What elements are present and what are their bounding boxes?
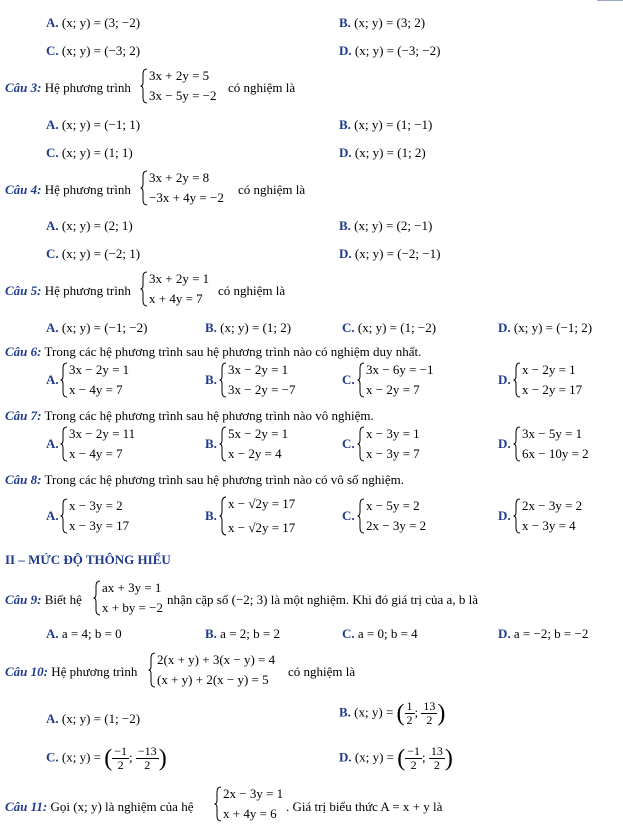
option-b[interactable]: B. (x; y) = (1; 2) [205, 320, 292, 335]
brace-icon [357, 426, 365, 462]
brace-icon [219, 362, 227, 398]
question-5-stem: Câu 5: Hệ phương trình [5, 283, 131, 298]
option-b-system[interactable]: 5x − 2y = 1 x − 2y = 4 [219, 426, 288, 462]
option-b-label[interactable]: B. [205, 372, 217, 387]
option-b-label[interactable]: B. [205, 436, 217, 451]
equation-system: 3x + 2y = 1 x + 4y = 7 [140, 271, 209, 307]
option-d-label[interactable]: D. [498, 436, 511, 451]
option-c[interactable]: C. (x; y) = ( $\frac{-1}{2}$ ; $\frac{-13}{2}$ ) [46, 744, 167, 772]
question-9-tail: nhận cặp số (−2; 3) là một nghiệm. Khi đó giá trị của a, b là [167, 592, 478, 607]
option-d-system[interactable]: x − 2y = 1 x − 2y = 17 [513, 362, 582, 398]
option-d[interactable]: D. a = −2; b = −2 [498, 626, 589, 641]
question-11-tail: . Giá trị biểu thức A = x + y là [286, 799, 443, 814]
brace-icon [513, 362, 521, 398]
option-c[interactable]: C. (x; y) = (−2; 1) [46, 246, 141, 261]
option-c-system[interactable]: x − 3y = 1 x − 3y = 7 [357, 426, 420, 462]
option-b-system[interactable]: 3x − 2y = 1 3x − 2y = −7 [219, 362, 296, 398]
option-d[interactable]: D. (x; y) = (1; 2) [339, 145, 426, 160]
question-5-tail: có nghiệm là [218, 283, 286, 298]
brace-icon [214, 786, 222, 822]
option-c-label[interactable]: C. [342, 372, 355, 387]
option-d[interactable]: D. (x; y) = (−1; 2) [498, 320, 593, 335]
question-7-stem: Câu 7: Trong các hệ phương trình sau hệ phương trình nào vô nghiệm. [5, 408, 374, 423]
question-11-stem: Câu 11: Gọi (x; y) là nghiệm của hệ [5, 799, 194, 814]
option-a-label[interactable]: A. [46, 508, 59, 523]
brace-icon [60, 498, 68, 534]
brace-icon [219, 426, 227, 462]
option-b-system[interactable]: x − √2y = 17 x − √2y = 17 [219, 496, 295, 536]
option-b[interactable]: B. (x; y) = ( $\frac{1}{2}$ ; $\frac{13}{2}$ ) [339, 699, 446, 727]
option-d[interactable]: D. (x; y) = ( $\frac{-1}{2}$ ; $\frac{13}{2}$ ) [339, 744, 453, 772]
option-d-system[interactable]: 2x − 3y = 2 x − 3y = 4 [513, 498, 582, 534]
brace-icon [357, 362, 365, 398]
option-c[interactable]: C. a = 0; b = 4 [342, 626, 418, 641]
page-corner-rule [597, 0, 623, 5]
question-8-stem: Câu 8: Trong các hệ phương trình sau hệ phương trình nào có vô số nghiệm. [5, 472, 405, 487]
brace-icon [140, 170, 148, 206]
option-a-system[interactable]: 3x − 2y = 1 x − 4y = 7 [60, 362, 129, 398]
option-c[interactable]: C. (x; y) = (1; 1) [46, 145, 133, 160]
option-d[interactable]: D. (x; y) = (−3; −2) [339, 43, 441, 58]
option-b[interactable]: B. a = 2; b = 2 [205, 626, 280, 641]
option-a[interactable]: A. (x; y) = (3; −2) [46, 15, 141, 30]
question-10-tail: có nghiệm là [288, 664, 356, 679]
equation-system: ax + 3y = 1 x + by = −2 [93, 580, 163, 616]
question-10-stem: Câu 10: Hệ phương trình [5, 664, 138, 679]
option-b[interactable]: B. (x; y) = (2; −1) [339, 218, 433, 233]
brace-icon [219, 496, 227, 536]
option-a-label[interactable]: A. [46, 372, 59, 387]
option-c-label[interactable]: C. [342, 436, 355, 451]
option-b[interactable]: B. (x; y) = (3; 2) [339, 15, 426, 30]
question-6-stem: Câu 6: Trong các hệ phương trình sau hệ phương trình nào có nghiệm duy nhất. [5, 344, 422, 359]
question-4-stem: Câu 4: Hệ phương trình [5, 182, 131, 197]
option-b-label[interactable]: B. [205, 508, 217, 523]
option-a[interactable]: A. (x; y) = (1; −2) [46, 711, 141, 726]
question-4-tail: có nghiệm là [238, 182, 306, 197]
option-c[interactable]: C. (x; y) = (1; −2) [342, 320, 437, 335]
option-a[interactable]: A. (x; y) = (2; 1) [46, 218, 133, 233]
option-a-system[interactable]: x − 3y = 2 x − 3y = 17 [60, 498, 129, 534]
section-heading: II – MỨC ĐỘ THÔNG HIỂU [5, 552, 171, 567]
option-c-system[interactable]: x − 5y = 2 2x − 3y = 2 [357, 498, 426, 534]
equation-system: 3x + 2y = 8 −3x + 4y = −2 [140, 170, 224, 206]
option-d-system[interactable]: 3x − 5y = 1 6x − 10y = 2 [513, 426, 589, 462]
option-a[interactable]: A. (x; y) = (−1; 1) [46, 117, 141, 132]
question-3-stem: Câu 3: Hệ phương trình [5, 80, 131, 95]
option-a-system[interactable]: 3x − 2y = 11 x − 4y = 7 [60, 426, 135, 462]
brace-icon [140, 271, 148, 307]
option-c[interactable]: C. (x; y) = (−3; 2) [46, 43, 141, 58]
brace-icon [513, 498, 521, 534]
option-c-system[interactable]: 3x − 6y = −1 x − 2y = 7 [357, 362, 434, 398]
option-a[interactable]: A. (x; y) = (−1; −2) [46, 320, 148, 335]
option-c-label[interactable]: C. [342, 508, 355, 523]
option-d[interactable]: D. (x; y) = (−2; −1) [339, 246, 441, 261]
equation-system: 2(x + y) + 3(x − y) = 4 (x + y) + 2(x − y) = 5 [148, 652, 275, 688]
option-a[interactable]: A. a = 4; b = 0 [46, 626, 122, 641]
brace-icon [140, 68, 148, 104]
brace-icon [60, 362, 68, 398]
brace-icon [513, 426, 521, 462]
equation-system: 3x + 2y = 5 3x − 5y = −2 [140, 68, 217, 104]
equation-system: 2x − 3y = 1 x + 4y = 6 [214, 786, 283, 822]
brace-icon [357, 498, 365, 534]
brace-icon [60, 426, 68, 462]
brace-icon [93, 580, 101, 616]
question-3-tail: có nghiệm là [228, 80, 296, 95]
option-b[interactable]: B. (x; y) = (1; −1) [339, 117, 433, 132]
option-a-label[interactable]: A. [46, 436, 59, 451]
brace-icon [148, 652, 156, 688]
option-d-label[interactable]: D. [498, 372, 511, 387]
question-9-stem: Câu 9: Biết hệ [5, 592, 82, 607]
option-d-label[interactable]: D. [498, 508, 511, 523]
